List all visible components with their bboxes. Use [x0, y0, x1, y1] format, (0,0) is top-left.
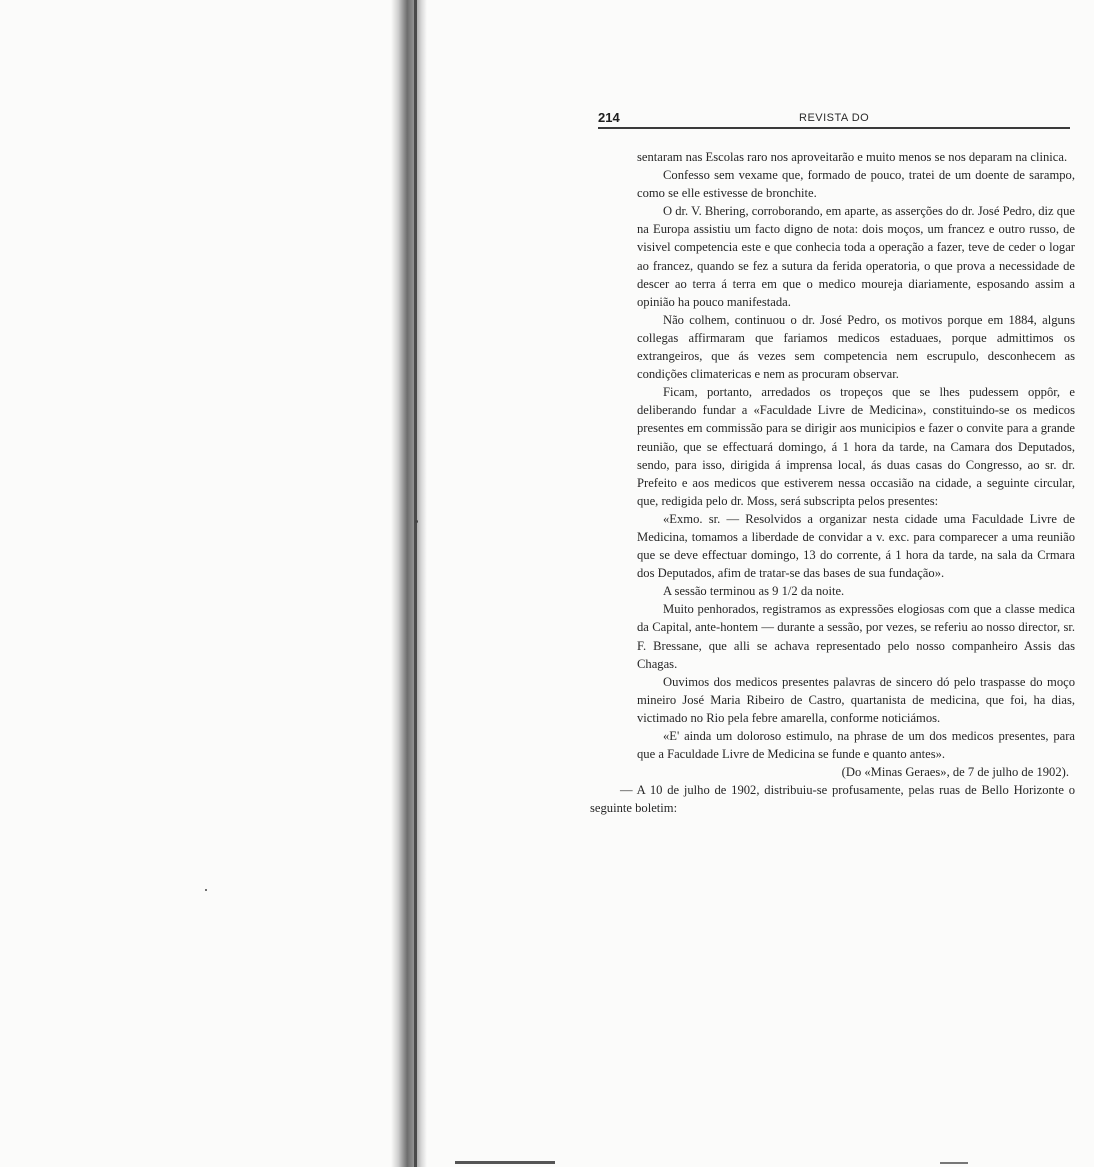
paragraph: Confesso sem vexame que, formado de pouco, tratei de um doente de sarampo, como se elle estivesse de bronchite. — [637, 168, 1075, 201]
book-gutter-shadow — [391, 0, 427, 1167]
paragraph: O dr. V. Bhering, corroborando, em aparte, as asserções do dr. José Pedro, diz que na Europa assistiu um facto digno de nota: dois moços, um francez e outro russo, de visivel competencia este e que conhecia toda a operação a fazer, teve de ceder o logar ao francez, quando se fez a sutura da ferida operatoria, o que prova a necessidade de descer ao terra á terra em que o medico moureja diariamente, esposando assim a opinião ha pouco manifestada. — [637, 204, 1075, 309]
article-body — [590, 148, 1075, 817]
paragraph: sentaram nas Escolas raro nos aproveitarão e muito menos se nos deparam na clinica. — [637, 150, 1068, 164]
running-head: REVISTA DO — [799, 112, 870, 124]
header-rule — [598, 127, 1070, 129]
paragraph: Ficam, portanto, arredados os tropeços que se lhes pudessem oppôr, e deliberando fundar a «Faculdade Livre de Medicina», constituindo-se os medicos presentes em commissão para se dirigir aos municipios e fazer o convite para a grande reunião, que se effectuará domingo, á 1 hora da tarde, na Camara dos Deputados, sendo, para isso, dirigida á imprensa local, ás duas casas do Congresso, ao sr. dr. Prefeito e aos medicos que estiverem nessa occasião na cidade, a seguinte circular, que, redigida pelo dr. Moss, será subscripta pelos presentes: — [637, 385, 1075, 508]
paragraph: — A 10 de julho de 1902, distribuiu-se profusamente, pelas ruas de Bello Horizonte o seguinte boletim: — [590, 783, 1075, 816]
paragraph: Ouvimos dos medicos presentes palavras de sincero dó pelo traspasse do moço mineiro José Maria Ribeiro de Castro, quartanista de medicina, que foi, ha dias, victimado no Rio pela febre amarella, conforme noticiámos. — [637, 674, 1075, 725]
paragraph: Não colhem, continuou o dr. José Pedro, os motivos porque em 1884, alguns collegas affirmaram que fariamos medicos estaduaes, porque admittimos os extrangeiros, que ás vezes sem competencia nem escrupulo, desconhecem as condições climatericas e nem as procuram observar. — [637, 312, 1075, 382]
binding-line — [414, 0, 417, 1167]
paragraph: A sessão terminou as 9 1/2 da noite. — [663, 584, 845, 599]
ink-speck — [415, 520, 418, 523]
quoted-circular: «Exmo. sr. — Resolvidos a organizar nesta cidade uma Faculdade Livre de Medicina, tomamos a liberdade de convidar a v. exc. para comparecer a uma reunião que se deve effectuar domingo, 13 do corrente, á 1 hora da tarde, na sala da Crmara dos Deputados, afim de tratar-se das bases de sua fundação». — [637, 511, 1075, 581]
paragraph: Muito penhorados, registramos as expressões elogiosas com que a classe medica da Capital, ante-hontem — durante a sessão, por vezes, se referiu ao nosso director, sr. F. Bressane, que alli se achava representado pelo nosso companheiro Assis das Chagas. — [637, 602, 1075, 671]
ink-speck — [205, 889, 207, 891]
bottom-edge-mark — [455, 1161, 555, 1164]
page-number: 214 — [598, 110, 620, 125]
bottom-edge-mark — [940, 1162, 968, 1164]
paragraph: «E' ainda um doloroso estimulo, na phrase de um dos medicos presentes, para que a Faculdade Livre de Medicina se funde e quanto antes». — [637, 729, 1075, 762]
source-citation: (Do «Minas Geraes», de 7 de julho de 1902). — [841, 765, 1069, 780]
